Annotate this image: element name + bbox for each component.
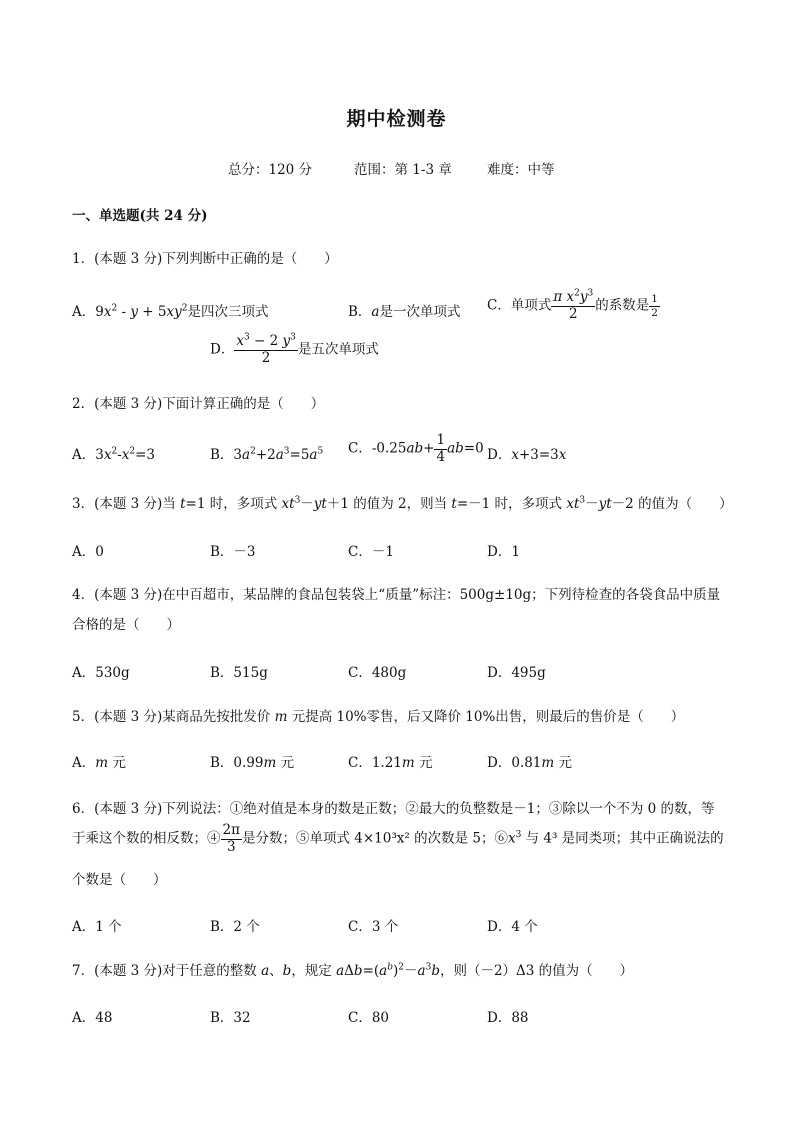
question-4-option-b: B．515g	[210, 665, 268, 681]
question-4-stem-line2: 合格的是（ ）	[72, 617, 180, 633]
question-7-option-c: C．80	[348, 1010, 390, 1026]
question-1-stem: 1．(本题 3 分)下列判断中正确的是（ ）	[72, 251, 338, 267]
question-2-stem: 2．(本题 3 分)下面计算正确的是（ ）	[72, 396, 325, 412]
question-7-option-d: D．88	[487, 1010, 529, 1026]
question-5-stem: 5．(本题 3 分)某商品先按批发价 m 元提高 10%零售，后又降价 10%出售，则最后的售价是（ ）	[72, 709, 685, 725]
question-3-option-c: C．－1	[348, 544, 394, 560]
page-title: 期中检测卷	[346, 108, 447, 130]
question-1-option-a: A．$9x^2 - y + 5xy^2$是四次三项式	[72, 303, 269, 320]
question-4-stem-line1: 4．(本题 3 分)在中百超市，某品牌的食品包装袋上“质量”标注：500g±10g；下列待检查的各袋食品中质量	[72, 587, 721, 603]
question-4-option-c: C．480g	[348, 665, 407, 681]
section-heading: 一、单选题(共 24 分)	[72, 208, 208, 224]
question-1-option-d: D． $\frac{x^3 - 2 y^3}{2}$ 是五次单项式	[210, 332, 379, 366]
question-7-stem: 7．(本题 3 分)对于任意的整数 a、b，规定 $a\Delta b=(a^b)^2-a^3b$，则（－2）Δ3 的值为（ ）	[72, 962, 634, 979]
question-5-option-d: D．0.81m 元	[487, 755, 572, 771]
question-4-option-a: A．530g	[72, 665, 130, 681]
total-score: 总分：120 分	[228, 162, 313, 178]
scope: 范围：第 1-3 章	[354, 162, 452, 178]
question-4-option-d: D．495g	[487, 665, 546, 681]
question-6-stem-line1: 6．(本题 3 分)下列说法：①绝对值是本身的数是正数；②最大的负整数是－1；③除以一个不为 0 的数，等	[72, 801, 715, 817]
question-6-option-c: C．3 个	[348, 919, 399, 935]
difficulty: 难度：中等	[487, 162, 555, 178]
question-2-option-c: C．-0.25ab+ $\frac{1}{4}$ ab=0	[348, 432, 484, 465]
question-2-option-a: A．$3x^2-x^2=3$	[72, 446, 156, 463]
question-7-option-a: A．48	[72, 1010, 113, 1026]
question-3-option-a: A．0	[72, 544, 104, 560]
question-5-option-b: B．0.99m 元	[210, 755, 295, 771]
question-6-stem-line2: 于乘这个数的相反数；④ $\frac{2\pi}{3}$ 是分数；⑤单项式 4×10³x² 的次数是 5；$⑥x^3$ 与 4³ 是同类项；其中正确说法的	[72, 822, 724, 855]
question-1-option-c: C．单项式 $\frac{\pi x^2y^3}{2}$ 的系数是 $\frac{1}{2}$	[487, 288, 658, 322]
question-3-option-d: D．1	[487, 544, 520, 560]
question-6-option-b: B．2 个	[210, 919, 260, 935]
question-3-stem: 3．(本题 3 分)当 t=1 时，多项式 $xt^3-yt+1$ 的值为 2，则当 t=－1 时，多项式 $xt^3-yt-2$ 的值为（ ）	[72, 495, 733, 512]
question-1-option-b: B．a是一次单项式	[348, 304, 461, 320]
question-2-option-d: D．x+3=3x	[487, 447, 567, 463]
question-5-option-c: C．1.21m 元	[348, 755, 433, 771]
question-7-option-b: B．32	[210, 1010, 251, 1026]
question-6-option-d: D．4 个	[487, 919, 538, 935]
question-5-option-a: A．m 元	[72, 755, 126, 771]
question-3-option-b: B．－3	[210, 544, 256, 560]
question-6-option-a: A．1 个	[72, 919, 122, 935]
question-6-stem-line3: 个数是（ ）	[72, 872, 167, 888]
question-2-option-b: B．$3a^2+2a^3=5a^5$	[210, 446, 324, 463]
